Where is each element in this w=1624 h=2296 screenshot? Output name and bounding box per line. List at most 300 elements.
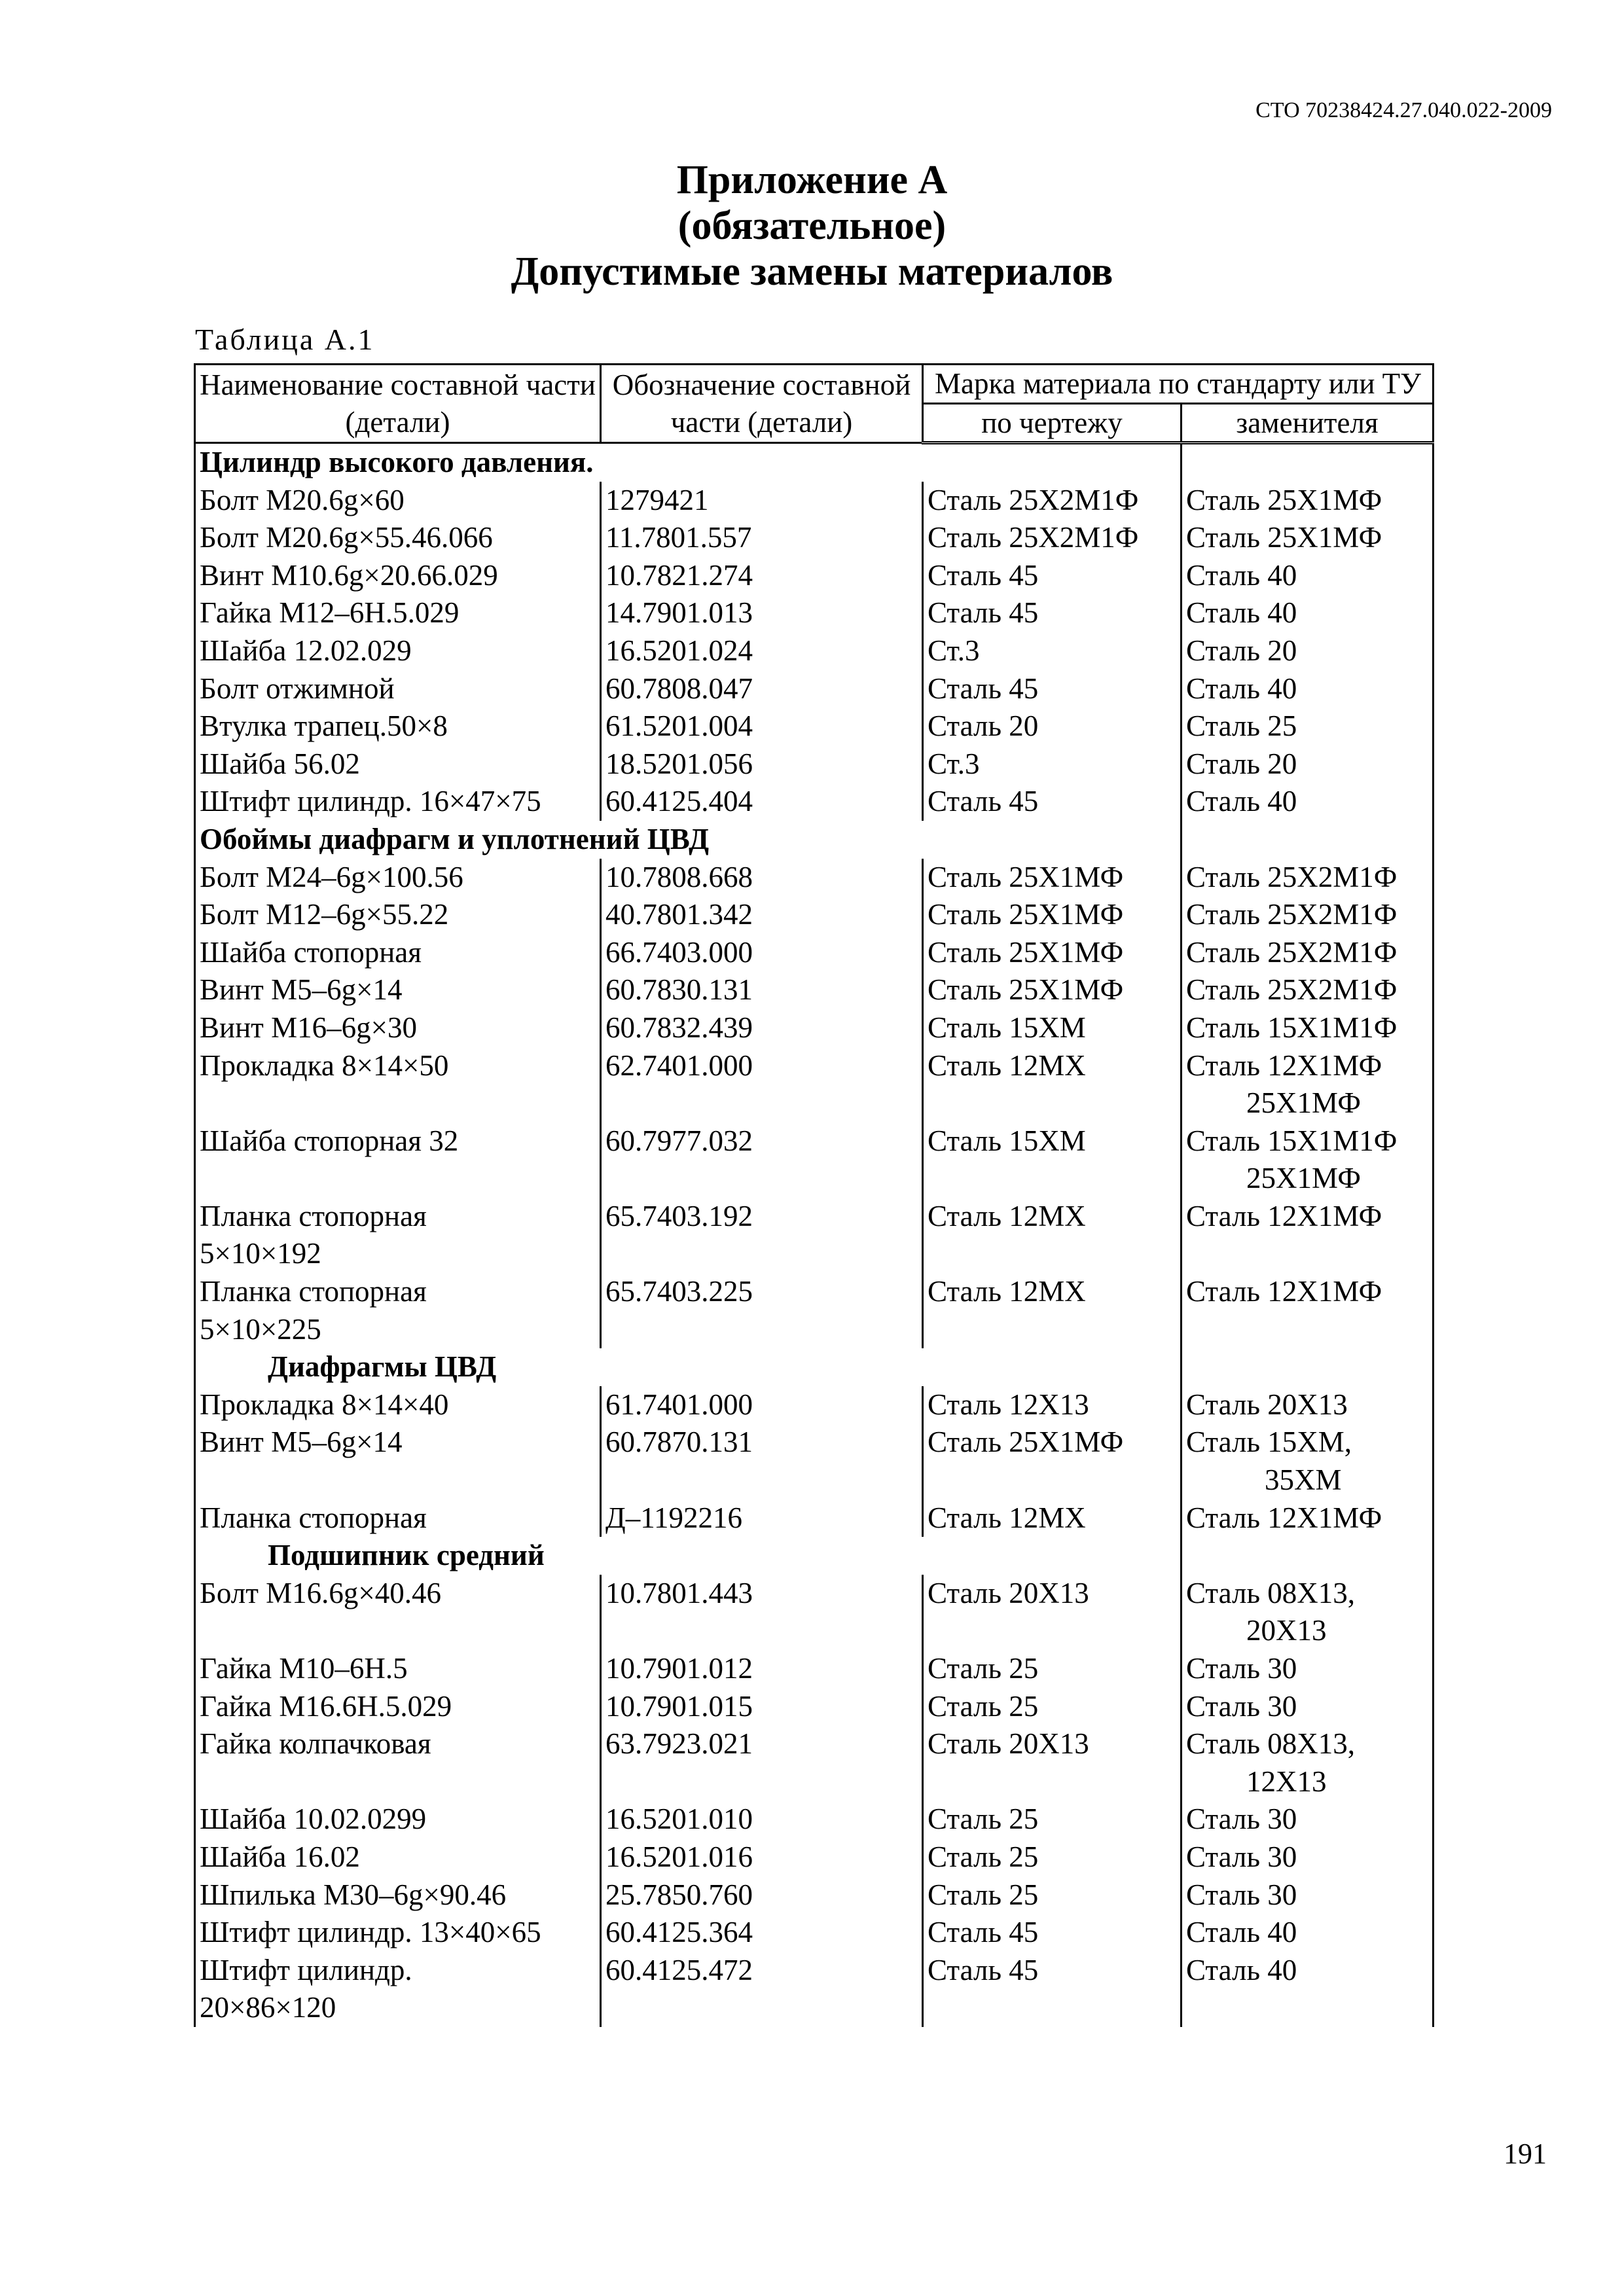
- cell-material-substitute-continuation: 20Х13: [1246, 1614, 1327, 1647]
- cell-material-drawing-text: Сталь 12МХ: [928, 1049, 1086, 1082]
- cell-material-substitute-text: Сталь 25Х2М1Ф: [1186, 935, 1398, 969]
- cell-designation: [601, 1499, 923, 1537]
- cell-material-drawing-text: Сталь 20: [928, 709, 1039, 743]
- cell-material-drawing-text: Сталь 45: [928, 1953, 1039, 1986]
- cell-material-drawing: [923, 1801, 1182, 1839]
- cell-material-substitute-text: Сталь 20Х13: [1186, 1388, 1348, 1421]
- table-row: [195, 783, 1434, 821]
- cell-designation-text: 40.7801.342: [605, 898, 753, 931]
- cell-material-drawing-text: Сталь 15ХМ: [928, 1011, 1086, 1044]
- cell-designation: [601, 1876, 923, 1914]
- cell-designation-text: 16.5201.010: [605, 1803, 753, 1836]
- cell-material-drawing-text: Сталь 20Х13: [928, 1727, 1089, 1761]
- cell-material-substitute-text: Сталь 25Х2М1Ф: [1186, 898, 1398, 931]
- cell-material-drawing-text: Сталь 15ХМ: [928, 1124, 1086, 1157]
- cell-designation-text: Д–1192216: [605, 1501, 743, 1534]
- cell-material-substitute: [1182, 1122, 1434, 1198]
- cell-material-substitute: [1182, 519, 1434, 557]
- cell-material-drawing-text: Сталь 20Х13: [928, 1576, 1089, 1609]
- cell-designation: [601, 708, 923, 745]
- table-row: [195, 1876, 1434, 1914]
- cell-designation: [601, 1650, 923, 1688]
- cell-material-drawing-text: Сталь 12МХ: [928, 1199, 1086, 1232]
- cell-part-name: [195, 1009, 601, 1047]
- cell-material-drawing: [923, 1273, 1182, 1348]
- cell-part-name: [195, 1952, 601, 2027]
- cell-material-drawing: [923, 632, 1182, 670]
- cell-designation: [601, 1801, 923, 1839]
- cell-material-substitute-text: Сталь 40: [1186, 596, 1297, 630]
- table-row: [195, 1801, 1434, 1839]
- cell-part-name-text: Шайба стопорная: [200, 935, 422, 969]
- table-row: [195, 1952, 1434, 2027]
- cell-designation: [601, 1273, 923, 1348]
- cell-material-drawing: [923, 1424, 1182, 1499]
- cell-designation: [601, 1725, 923, 1801]
- cell-part-name: [195, 1914, 601, 1952]
- cell-material-drawing-text: Сталь 45: [928, 785, 1039, 818]
- cell-material-substitute: [1182, 557, 1434, 595]
- cell-material-drawing-text: Сталь 45: [928, 596, 1039, 630]
- table-row: [195, 1273, 1434, 1348]
- cell-part-name-continuation: 5×10×225: [200, 1312, 321, 1346]
- cell-designation-text: 10.7821.274: [605, 558, 753, 592]
- table-row: [195, 934, 1434, 972]
- cell-designation-text: 63.7923.021: [605, 1727, 753, 1761]
- cell-designation: [601, 594, 923, 632]
- cell-part-name-text: Болт М20.6g×60: [200, 483, 405, 516]
- table-row: [195, 971, 1434, 1009]
- cell-part-name-text: Шайба стопорная 32: [200, 1124, 459, 1157]
- cell-designation: [601, 1047, 923, 1122]
- cell-designation: [601, 859, 923, 897]
- cell-designation-text: 60.7832.439: [605, 1011, 753, 1044]
- cell-material-substitute: [1182, 859, 1434, 897]
- table-row: [195, 859, 1434, 897]
- cell-material-substitute-text: Сталь 12Х1МФ: [1186, 1049, 1382, 1082]
- cell-material-drawing-text: Ст.3: [928, 747, 980, 780]
- cell-material-substitute-text: Сталь 30: [1186, 1652, 1297, 1685]
- cell-material-substitute: [1182, 1499, 1434, 1537]
- cell-material-drawing: [923, 934, 1182, 972]
- cell-material-drawing: [923, 745, 1182, 783]
- cell-material-drawing-text: Сталь 25Х1МФ: [928, 860, 1124, 893]
- cell-part-name: [195, 1839, 601, 1876]
- document-code: СТО 70238424.27.040.022-2009: [1255, 98, 1552, 122]
- table-row: [195, 670, 1434, 708]
- cell-material-drawing: [923, 783, 1182, 821]
- cell-material-substitute: [1182, 1952, 1434, 2027]
- cell-material-drawing: [923, 708, 1182, 745]
- appendix-subject: Допустимые замены материалов: [511, 249, 1113, 294]
- cell-part-name-text: Гайка М10–6Н.5: [200, 1652, 408, 1685]
- section-empty-cell: [1182, 1537, 1434, 1575]
- table-row: [195, 1122, 1434, 1198]
- cell-designation-text: 61.5201.004: [605, 709, 753, 743]
- cell-material-drawing-text: Сталь 45: [928, 672, 1039, 705]
- cell-material-substitute-continuation: 35ХМ: [1265, 1463, 1342, 1497]
- cell-material-drawing: [923, 1914, 1182, 1952]
- section-row: [195, 821, 1434, 859]
- cell-designation: [601, 971, 923, 1009]
- cell-part-name: [195, 1386, 601, 1424]
- cell-material-substitute-text: Сталь 30: [1186, 1689, 1297, 1723]
- cell-part-name: [195, 1876, 601, 1914]
- cell-material-substitute: [1182, 1386, 1434, 1424]
- cell-material-drawing: [923, 519, 1182, 557]
- cell-material-substitute: [1182, 708, 1434, 745]
- cell-material-substitute: [1182, 1198, 1434, 1273]
- table-row: [195, 1839, 1434, 1876]
- cell-designation: [601, 670, 923, 708]
- appendix-heading: [0, 157, 1624, 295]
- cell-material-substitute: [1182, 1047, 1434, 1122]
- cell-material-substitute: [1182, 1839, 1434, 1876]
- cell-material-drawing: [923, 1009, 1182, 1047]
- cell-designation-text: 65.7403.192: [605, 1199, 753, 1232]
- cell-material-substitute: [1182, 896, 1434, 934]
- header-material-grade: Марка материала по стандарту или ТУ: [923, 365, 1434, 404]
- cell-material-substitute-text: Сталь 15ХМ,: [1186, 1426, 1352, 1459]
- cell-designation-text: 60.7830.131: [605, 973, 753, 1007]
- cell-part-name: [195, 1499, 601, 1537]
- cell-material-substitute: [1182, 1273, 1434, 1348]
- table-row: [195, 708, 1434, 745]
- cell-material-drawing: [923, 1198, 1182, 1273]
- section-title: Диафрагмы ЦВД: [195, 1348, 923, 1386]
- cell-material-substitute: [1182, 1801, 1434, 1839]
- cell-material-substitute-text: Сталь 25Х1МФ: [1186, 483, 1382, 516]
- cell-material-drawing-text: Сталь 25: [928, 1878, 1039, 1911]
- section-empty-cell: [923, 1537, 1182, 1575]
- cell-part-name: [195, 859, 601, 897]
- table-header: [195, 365, 1434, 443]
- materials-table-wrapper: [194, 363, 1432, 2027]
- cell-material-substitute: [1182, 482, 1434, 520]
- cell-material-drawing: [923, 1688, 1182, 1726]
- cell-designation-text: 10.7801.443: [605, 1576, 753, 1609]
- table-row: [195, 1914, 1434, 1952]
- cell-part-name: [195, 594, 601, 632]
- cell-part-name-text: Гайка колпачковая: [200, 1727, 431, 1761]
- section-empty-cell: [1182, 443, 1434, 482]
- cell-material-drawing: [923, 670, 1182, 708]
- cell-part-name: [195, 934, 601, 972]
- cell-material-drawing: [923, 1839, 1182, 1876]
- cell-designation: [601, 557, 923, 595]
- cell-part-name-text: Винт М5–6g×14: [200, 1426, 403, 1459]
- cell-material-substitute: [1182, 1876, 1434, 1914]
- cell-designation: [601, 783, 923, 821]
- cell-material-drawing-text: Сталь 25: [928, 1840, 1039, 1873]
- cell-material-substitute: [1182, 670, 1434, 708]
- table-row: [195, 482, 1434, 520]
- cell-designation: [601, 1914, 923, 1952]
- section-empty-cell: [1182, 821, 1434, 859]
- cell-material-drawing: [923, 482, 1182, 520]
- cell-designation-text: 60.7977.032: [605, 1124, 753, 1157]
- cell-material-drawing: [923, 1047, 1182, 1122]
- materials-substitution-table: [194, 363, 1434, 2027]
- cell-designation-text: 18.5201.056: [605, 747, 753, 780]
- cell-part-name-continuation: 20×86×120: [200, 1991, 336, 2024]
- cell-designation-text: 10.7808.668: [605, 860, 753, 893]
- cell-designation-text: 60.7870.131: [605, 1426, 753, 1459]
- cell-designation: [601, 1424, 923, 1499]
- table-row: [195, 1047, 1434, 1122]
- cell-part-name-text: Планка стопорная: [200, 1275, 427, 1308]
- table-row: [195, 1575, 1434, 1650]
- cell-material-drawing-text: Сталь 25Х2М1Ф: [928, 483, 1139, 516]
- section-row: [195, 1348, 1434, 1386]
- cell-part-name: [195, 1198, 601, 1273]
- cell-material-drawing: [923, 896, 1182, 934]
- table-row: [195, 1009, 1434, 1047]
- cell-material-drawing-text: Сталь 25Х1МФ: [928, 898, 1124, 931]
- cell-part-name-text: Планка стопорная: [200, 1199, 427, 1232]
- cell-designation-text: 16.5201.016: [605, 1840, 753, 1873]
- cell-material-substitute-continuation: 12Х13: [1246, 1765, 1327, 1798]
- cell-material-substitute-text: Сталь 30: [1186, 1878, 1297, 1911]
- cell-material-drawing: [923, 1122, 1182, 1198]
- table-body: [195, 443, 1434, 2027]
- cell-material-substitute: [1182, 745, 1434, 783]
- appendix-status: (обязательное): [677, 204, 947, 248]
- cell-designation-text: 66.7403.000: [605, 935, 753, 969]
- cell-part-name-text: Болт М24–6g×100.56: [200, 860, 463, 893]
- cell-designation: [601, 1122, 923, 1198]
- cell-material-drawing: [923, 557, 1182, 595]
- cell-designation-text: 25.7850.760: [605, 1878, 753, 1911]
- table-row: [195, 1386, 1434, 1424]
- cell-designation-text: 60.4125.472: [605, 1953, 753, 1986]
- cell-designation-text: 11.7801.557: [605, 521, 752, 554]
- cell-material-drawing: [923, 1499, 1182, 1537]
- cell-material-drawing-text: Сталь 45: [928, 558, 1039, 592]
- section-title: Обоймы диафрагм и уплотнений ЦВД: [195, 821, 923, 859]
- section-row: [195, 443, 1434, 482]
- table-row: [195, 557, 1434, 595]
- section-empty-cell: [923, 1348, 1182, 1386]
- cell-part-name: [195, 557, 601, 595]
- cell-material-drawing-text: Сталь 25Х2М1Ф: [928, 521, 1139, 554]
- cell-designation: [601, 1198, 923, 1273]
- section-empty-cell: [923, 443, 1182, 482]
- cell-material-substitute: [1182, 1575, 1434, 1650]
- table-row: [195, 1725, 1434, 1801]
- cell-designation-text: 62.7401.000: [605, 1049, 753, 1082]
- cell-material-substitute-continuation: 25Х1МФ: [1246, 1162, 1361, 1195]
- table-row: [195, 1198, 1434, 1273]
- section-title: Цилиндр высокого давления.: [195, 443, 923, 482]
- cell-part-name: [195, 1122, 601, 1198]
- cell-material-substitute-text: Сталь 25Х1МФ: [1186, 521, 1382, 554]
- cell-material-drawing-text: Ст.3: [928, 634, 980, 667]
- header-part-name: Наименование составной части (детали): [195, 365, 601, 443]
- cell-material-substitute-text: Сталь 40: [1186, 672, 1297, 705]
- cell-part-name-text: Болт отжимной: [200, 672, 395, 705]
- cell-material-drawing: [923, 594, 1182, 632]
- cell-part-name: [195, 783, 601, 821]
- cell-material-drawing: [923, 1952, 1182, 2027]
- header-by-drawing: по чертежу: [923, 404, 1182, 443]
- cell-part-name: [195, 708, 601, 745]
- cell-material-substitute: [1182, 934, 1434, 972]
- cell-designation: [601, 519, 923, 557]
- cell-designation: [601, 1839, 923, 1876]
- cell-material-substitute-text: Сталь 08Х13,: [1186, 1576, 1355, 1609]
- cell-material-substitute-text: Сталь 25Х2М1Ф: [1186, 860, 1398, 893]
- cell-material-drawing: [923, 1386, 1182, 1424]
- cell-material-drawing: [923, 859, 1182, 897]
- cell-part-name-text: Гайка М16.6Н.5.029: [200, 1689, 452, 1723]
- cell-designation-text: 1279421: [605, 483, 709, 516]
- table-caption: Таблица А.1: [195, 323, 375, 356]
- cell-material-drawing: [923, 1650, 1182, 1688]
- cell-material-drawing: [923, 1876, 1182, 1914]
- cell-part-name: [195, 482, 601, 520]
- cell-part-name: [195, 896, 601, 934]
- cell-material-drawing-text: Сталь 45: [928, 1916, 1039, 1949]
- cell-material-substitute-text: Сталь 40: [1186, 1916, 1297, 1949]
- table-row: [195, 745, 1434, 783]
- cell-part-name-text: Гайка М12–6Н.5.029: [200, 596, 460, 630]
- cell-material-substitute: [1182, 594, 1434, 632]
- cell-part-name: [195, 670, 601, 708]
- cell-part-name: [195, 971, 601, 1009]
- cell-part-name-text: Шайба 56.02: [200, 747, 360, 780]
- cell-part-name-text: Штифт цилиндр. 13×40×65: [200, 1916, 541, 1949]
- cell-material-drawing-text: Сталь 25: [928, 1803, 1039, 1836]
- cell-designation-text: 14.7901.013: [605, 596, 753, 630]
- cell-part-name: [195, 745, 601, 783]
- cell-material-drawing-text: Сталь 25Х1МФ: [928, 935, 1124, 969]
- header-part-designation: Обозначение составной части (детали): [601, 365, 923, 443]
- cell-material-drawing: [923, 971, 1182, 1009]
- cell-part-name-text: Болт М16.6g×40.46: [200, 1576, 442, 1609]
- cell-material-substitute-text: Сталь 40: [1186, 558, 1297, 592]
- cell-part-name-text: Болт М20.6g×55.46.066: [200, 521, 493, 554]
- cell-material-substitute: [1182, 1009, 1434, 1047]
- cell-designation-text: 61.7401.000: [605, 1388, 753, 1421]
- cell-part-name-text: Винт М10.6g×20.66.029: [200, 558, 498, 592]
- cell-part-name: [195, 1725, 601, 1801]
- cell-part-name-text: Штифт цилиндр. 16×47×75: [200, 785, 541, 818]
- cell-designation: [601, 482, 923, 520]
- cell-part-name-text: Шпилька М30–6g×90.46: [200, 1878, 507, 1911]
- cell-designation: [601, 632, 923, 670]
- cell-part-name-text: Винт М16–6g×30: [200, 1011, 417, 1044]
- cell-material-substitute: [1182, 971, 1434, 1009]
- cell-material-substitute-text: Сталь 30: [1186, 1803, 1297, 1836]
- cell-part-name-text: Шайба 10.02.0299: [200, 1803, 427, 1836]
- cell-designation-text: 60.4125.404: [605, 785, 753, 818]
- cell-part-name: [195, 1047, 601, 1122]
- section-empty-cell: [1182, 1348, 1434, 1386]
- cell-material-substitute: [1182, 1424, 1434, 1499]
- cell-material-substitute-text: Сталь 20: [1186, 747, 1297, 780]
- cell-material-substitute-text: Сталь 25Х2М1Ф: [1186, 973, 1398, 1007]
- cell-material-substitute: [1182, 1650, 1434, 1688]
- cell-material-substitute-text: Сталь 12Х1МФ: [1186, 1501, 1382, 1534]
- cell-part-name-text: Болт М12–6g×55.22: [200, 898, 449, 931]
- cell-material-drawing-text: Сталь 25Х1МФ: [928, 1426, 1124, 1459]
- cell-material-substitute: [1182, 1914, 1434, 1952]
- cell-part-name-text: Винт М5–6g×14: [200, 973, 403, 1007]
- cell-material-substitute-text: Сталь 30: [1186, 1840, 1297, 1873]
- cell-part-name-text: Шайба 12.02.029: [200, 634, 412, 667]
- cell-material-substitute-text: Сталь 08Х13,: [1186, 1727, 1355, 1761]
- table-row: [195, 632, 1434, 670]
- cell-material-substitute-text: Сталь 12Х1МФ: [1186, 1275, 1382, 1308]
- cell-designation-text: 60.4125.364: [605, 1916, 753, 1949]
- cell-part-name-text: Шайба 16.02: [200, 1840, 360, 1873]
- cell-part-name-text: Втулка трапец.50×8: [200, 709, 448, 743]
- cell-part-name: [195, 1273, 601, 1348]
- cell-designation-text: 10.7901.012: [605, 1652, 753, 1685]
- table-row: [195, 1688, 1434, 1726]
- cell-material-drawing-text: Сталь 12Х13: [928, 1388, 1089, 1421]
- table-row: [195, 519, 1434, 557]
- cell-material-substitute-text: Сталь 25: [1186, 709, 1297, 743]
- cell-part-name-text: Штифт цилиндр.: [200, 1953, 412, 1986]
- table-row: [195, 594, 1434, 632]
- cell-material-substitute: [1182, 1725, 1434, 1801]
- cell-material-substitute: [1182, 783, 1434, 821]
- cell-material-substitute-continuation: 25Х1МФ: [1246, 1086, 1361, 1120]
- cell-part-name: [195, 1424, 601, 1499]
- cell-material-drawing-text: Сталь 25: [928, 1689, 1039, 1723]
- cell-designation: [601, 745, 923, 783]
- cell-material-drawing: [923, 1575, 1182, 1650]
- cell-part-name: [195, 519, 601, 557]
- cell-designation: [601, 1386, 923, 1424]
- section-row: [195, 1537, 1434, 1575]
- cell-material-drawing: [923, 1725, 1182, 1801]
- cell-part-name: [195, 1650, 601, 1688]
- cell-part-name: [195, 632, 601, 670]
- cell-material-substitute-text: Сталь 15Х1М1Ф: [1186, 1124, 1398, 1157]
- cell-material-substitute: [1182, 632, 1434, 670]
- table-row: [195, 1499, 1434, 1537]
- cell-designation: [601, 896, 923, 934]
- cell-part-name: [195, 1575, 601, 1650]
- cell-material-substitute-text: Сталь 40: [1186, 785, 1297, 818]
- cell-designation-text: 65.7403.225: [605, 1275, 753, 1308]
- cell-material-substitute-text: Сталь 40: [1186, 1953, 1297, 1986]
- cell-designation: [601, 934, 923, 972]
- cell-designation-text: 16.5201.024: [605, 634, 753, 667]
- table-row: [195, 896, 1434, 934]
- cell-part-name-text: Прокладка 8×14×40: [200, 1388, 449, 1421]
- cell-material-substitute: [1182, 1688, 1434, 1726]
- cell-part-name-text: Прокладка 8×14×50: [200, 1049, 449, 1082]
- cell-part-name: [195, 1801, 601, 1839]
- section-empty-cell: [923, 821, 1182, 859]
- table-row: [195, 1424, 1434, 1499]
- header-substitute: заменителя: [1182, 404, 1434, 443]
- cell-material-drawing-text: Сталь 25: [928, 1652, 1039, 1685]
- cell-part-name-continuation: 5×10×192: [200, 1237, 321, 1270]
- cell-designation-text: 60.7808.047: [605, 672, 753, 705]
- appendix-title: Приложение А: [676, 158, 948, 202]
- cell-designation-text: 10.7901.015: [605, 1689, 753, 1723]
- cell-designation: [601, 1688, 923, 1726]
- cell-designation: [601, 1009, 923, 1047]
- cell-material-substitute-text: Сталь 15Х1М1Ф: [1186, 1011, 1398, 1044]
- section-title: Подшипник средний: [195, 1537, 923, 1575]
- page-number: 191: [1504, 2138, 1547, 2170]
